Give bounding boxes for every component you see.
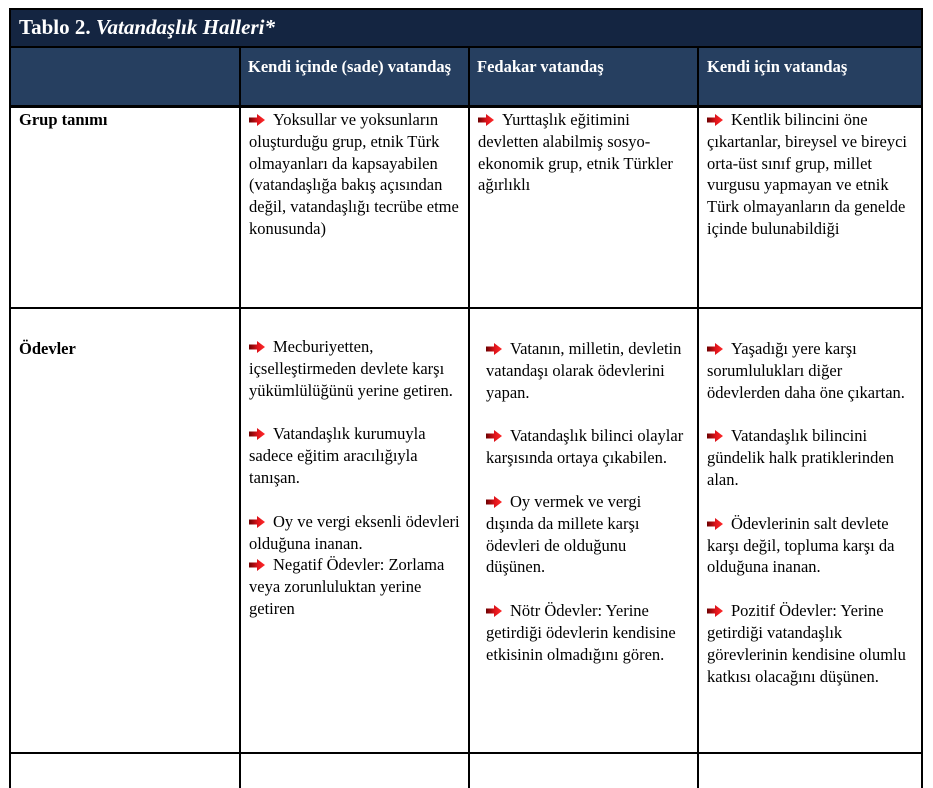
list-item: Vatandaşlık bilinci olaylar karşısında ortaya çıkabilen. — [486, 426, 684, 468]
list-item: Yurttaşlık eğitimini devletten alabilmiş sosyo-ekonomik grup, etnik Türkler ağırlıklı — [478, 110, 673, 195]
list-item: Yaşadığı yere karşı sorumlulukları diğer ödevlerden daha öne çıkartan. — [707, 339, 905, 402]
red-arrow-bullet-icon — [486, 496, 502, 508]
header-fedakar: Fedakar vatandaş — [477, 57, 604, 76]
red-arrow-bullet-icon — [707, 114, 723, 126]
red-arrow-bullet-icon — [249, 114, 265, 126]
table-title-bar — [11, 8, 921, 46]
list-item: Kentlik bilincini öne çıkartanlar, bireysel ve bireyci orta-üst sınıf grup, millet vurgusu yapmayan ve etnik Türk olmayanların da genelde içinde bulunabildiği — [707, 110, 907, 238]
list-item: Oy vermek ve vergi dışında da millete karşı ödevleri de olduğunu düşünen. — [486, 491, 642, 577]
row-label-odevler: Ödevler — [19, 339, 76, 358]
header-cell-empty — [11, 48, 239, 105]
table-title — [19, 15, 275, 40]
table-title-italic: Vatandaşlık Halleri* — [95, 15, 275, 39]
red-arrow-bullet-icon — [707, 518, 723, 530]
cell-grup-kendi-icinde — [241, 109, 468, 262]
list-item: Pozitif Ödevler: Yerine getirdiği vatandaşlık görevlerinin kendisine olumlu katkısı olacağını düşünen. — [707, 601, 906, 686]
red-arrow-bullet-icon — [249, 341, 265, 353]
list-item: Vatandaşlık kurumuyla sadece eğitim aracılığıyla tanışan. — [249, 424, 426, 487]
row-label-grup-tanimi: Grup tanımı — [19, 110, 108, 129]
list-item: Oy ve vergi eksenli ödevleri olduğuna inanan. — [249, 511, 460, 553]
list-item: Vatanın, milletin, devletin vatandaşı olarak ödevlerini yapan. — [486, 339, 682, 402]
red-arrow-bullet-icon — [478, 114, 494, 126]
list-item: Vatandaşlık bilincini gündelik halk pratiklerinden alan. — [707, 426, 894, 489]
header-row — [11, 46, 921, 108]
red-arrow-bullet-icon — [707, 343, 723, 355]
cell-odevler-kendi-icinde — [241, 336, 468, 642]
citizenship-table — [9, 8, 923, 788]
red-arrow-bullet-icon — [486, 430, 502, 442]
red-arrow-bullet-icon — [249, 559, 265, 571]
red-arrow-bullet-icon — [249, 516, 265, 528]
list-item: Negatif Ödevler: Zorlama veya zorunluluktan yerine getiren — [249, 555, 445, 618]
list-item: Nötr Ödevler: Yerine getirdiği ödevlerin kendisine etkisinin olmadığını gören. — [486, 601, 676, 664]
row-divider — [11, 307, 921, 309]
list-item: Mecburiyetten, içselleştirmeden devlete karşı yükümlülüğünü yerine getiren. — [249, 337, 453, 400]
list-item: Ödevlerinin salt devlete karşı değil, topluma karşı da olduğuna inanan. — [707, 513, 895, 577]
cell-odevler-kendi-icin — [699, 338, 921, 709]
red-arrow-bullet-icon — [486, 343, 502, 355]
list-item: Yoksullar ve yoksunların oluşturduğu grup, etnik Türk olmayanları da kapsayabilen (vatandaşlığa bakış açısından değil, vatandaşlığı tecrübe etme konusunda) — [249, 110, 459, 238]
red-arrow-bullet-icon — [486, 605, 502, 617]
cell-grup-fedakar — [470, 109, 697, 218]
red-arrow-bullet-icon — [249, 428, 265, 440]
row-divider — [11, 752, 921, 754]
cell-odevler-fedakar — [478, 338, 697, 688]
table-title-prefix: Tablo 2. — [19, 15, 91, 39]
header-kendi-icin: Kendi için vatandaş — [707, 57, 848, 76]
header-kendi-icinde: Kendi içinde (sade) vatandaş — [248, 57, 452, 76]
red-arrow-bullet-icon — [707, 605, 723, 617]
red-arrow-bullet-icon — [707, 430, 723, 442]
cell-grup-kendi-icin — [699, 109, 921, 262]
